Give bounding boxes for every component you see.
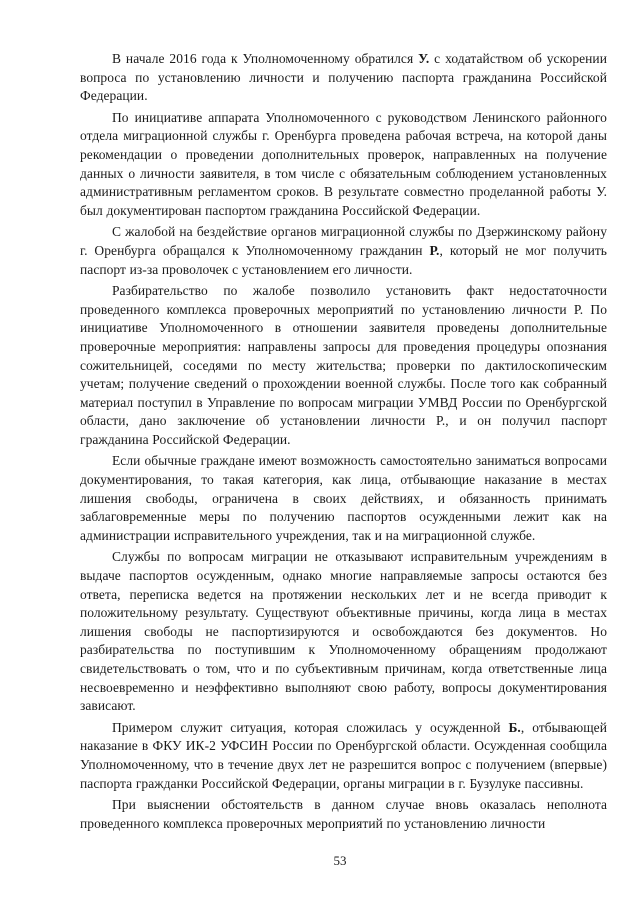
paragraph-text: с ходатайством об ускорении вопроса по установлению личности и получению паспорта гражданина Российской Федерации. — [80, 51, 607, 104]
body-paragraph — [80, 719, 607, 793]
paragraph-text: Примером служит ситуация, которая сложилась у осужденной — [112, 719, 509, 735]
bold-initial: У. — [418, 51, 430, 66]
paragraph-text: Если обычные граждане имеют возможность самостоятельно заниматься вопросами документирования, то такая категория, как лица, отбывающие наказание в местах лишения свободы, ограничена в своих действиях, и обязанность принимать заблаговременные меры по получению паспортов осужденными лежит как на администрации исправительного учреждения, так и на миграционной службе. — [80, 453, 607, 543]
paragraph-text: Разбирательство по жалобе позволило установить факт недостаточности проведенного комплекса проверочных мероприятий по установлению личности Р. По инициативе Уполномоченного в отношении заявителя проведены дополнительные проверочные мероприятия: направлены запросы для проведения процедуры опознания сожительницей, соседями по месту жительства; проверки по дактилоскопическим учетам; получение сведений о прохождении военной службы. После того как собранный материал поступил в Управление по вопросам миграции УМВД России по Оренбургской области, дано заключение об установлении личности Р., и он получил паспорт гражданина Российской Федерации. — [80, 283, 607, 447]
paragraph-text: При выяснении обстоятельств в данном случае вновь оказалась неполнота проведенного комплекса проверочных мероприятий по установлению личности — [80, 797, 607, 831]
paragraph-text: , который не мог получить паспорт из-за проволочек с установлением его личности. — [80, 242, 608, 277]
page-number: 53 — [333, 853, 347, 868]
bold-initial: Р. — [429, 242, 440, 258]
body-paragraph — [80, 223, 607, 279]
body-paragraph — [80, 109, 607, 221]
paragraph-text: В начале 2016 года к Уполномоченному обратился — [112, 51, 419, 66]
body-paragraph — [80, 548, 607, 715]
body-paragraph — [80, 50, 607, 106]
paragraph-text: С жалобой на бездействие органов миграционной службы по Дзержинскому району г. Оренбурга обращался к Уполномоченному гражданин — [80, 224, 607, 258]
paragraph-text: , отбывающей наказание в ФКУ ИК-2 УФСИН России по Оренбургской области. Осужденная сообщила Уполномоченному, что в течение двух лет не разрешится вопрос с получением (впервые) паспорта гражданки Российской Федерации, органы миграции в г. Бузулуке пассивны. — [80, 719, 607, 791]
document-page — [80, 50, 607, 836]
body-paragraph — [80, 282, 607, 449]
bold-initial: Б. — [508, 719, 521, 735]
body-paragraph — [80, 796, 607, 833]
paragraph-text: Службы по вопросам миграции не отказывают исправительным учреждениям в выдаче паспортов осужденным, однако многие направляемые запросы остаются без ответа, переписка ведется на протяжении нескольких лет и не всегда приводит к положительному результату. Существуют объективные причины, когда лица в местах лишения свободы не паспортизируются и освобождаются без документов. Но разбирательства по поступившим к Уполномоченному обращениям продолжают свидетельствовать о том, что и по субъективным причинам, когда ответственные лица несвоевременно и неэффективно выполняют свою работу, вопросы документирования зависают. — [80, 549, 607, 714]
paragraph-text: По инициативе аппарата Уполномоченного с руководством Ленинского районного отдела миграционной службы г. Оренбурга проведена рабочая встреча, на которой даны рекомендации о проведении дополнительных проверок, направленных на получение данных о личности заявителя, в том числе с обязательным соблюдением установленных административным регламентом сроков. В результате совместно проделанной работы У. был документирован паспортом гражданина Российской Федерации. — [80, 109, 607, 218]
body-paragraph — [80, 452, 607, 545]
